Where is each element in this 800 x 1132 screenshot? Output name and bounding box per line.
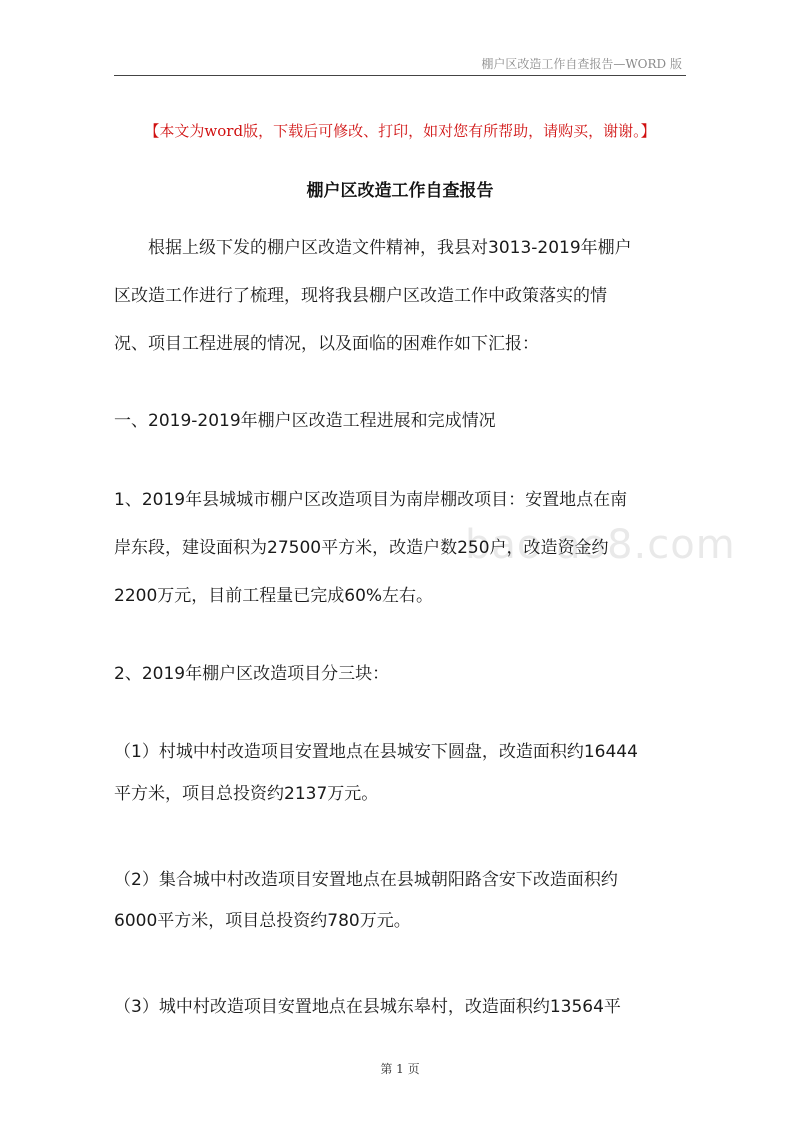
- body-line: 况、项目工程进展的情况，以及面临的困难作如下汇报：: [114, 334, 539, 354]
- body-line: 平方米，项目总投资约2137万元。: [114, 784, 379, 804]
- body-line: 2、2019年棚户区改造项目分三块：: [114, 664, 390, 684]
- body-line: 2200万元，目前工程量已完成60%左右。: [114, 586, 434, 606]
- body-line: 岸东段，建设面积为27500平方米，改造户数250户，改造资金约: [114, 538, 609, 558]
- body-line: 根据上级下发的棚户区改造文件精神，我县对3013-2019年棚户: [114, 238, 632, 258]
- purchase-notice: 【本文为word版，下载后可修改、打印，如对您有所帮助，请购买，谢谢。】: [144, 122, 656, 140]
- document-title: 棚户区改造工作自查报告: [306, 181, 494, 201]
- section-heading: 一、2019-2019年棚户区改造工程进展和完成情况: [114, 411, 496, 431]
- body-line: 1、2019年县城城市棚户区改造项目为南岸棚改项目：安置地点在南: [114, 490, 628, 510]
- body-line: 6000平方米，项目总投资约780万元。: [114, 911, 411, 931]
- page-number: 第 1 页: [380, 1062, 420, 1076]
- body-line: 区改造工作进行了梳理，现将我县棚户区改造工作中政策落实的情: [114, 286, 607, 306]
- body-line: （1）村城中村改造项目安置地点在县城安下圆盘，改造面积约16444: [114, 742, 638, 762]
- body-line: （3）城中村改造项目安置地点在县城东皋村，改造面积约13564平: [114, 997, 621, 1017]
- running-header: 棚户区改造工作自查报告—WORD 版: [481, 57, 682, 71]
- header-divider: [114, 75, 686, 76]
- body-line: （2）集合城中村改造项目安置地点在县城朝阳路含安下改造面积约: [114, 870, 618, 890]
- watermark: bao ao8.com: [465, 522, 736, 568]
